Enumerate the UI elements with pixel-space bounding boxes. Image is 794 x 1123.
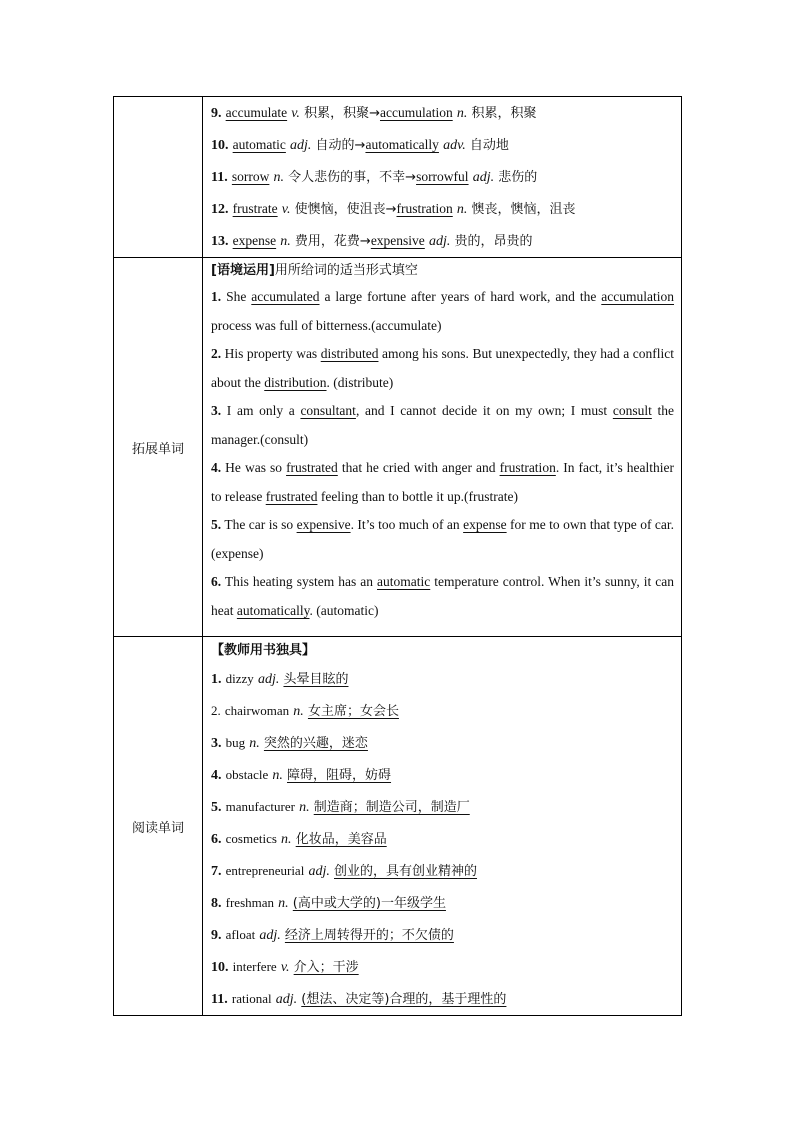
reading-row <box>114 637 682 1016</box>
answer-word: frustration <box>499 460 556 475</box>
item-number: 2. <box>211 346 222 361</box>
sentence-text: The car is so <box>221 517 297 532</box>
section-label-expand-words: 拓展单词 <box>114 258 203 637</box>
sentence-text: a large fortune after years of hard work, and the <box>319 289 602 304</box>
item-number: 5. <box>211 517 222 532</box>
reading-word-item <box>211 663 674 695</box>
answer-word: frustrated <box>286 460 338 475</box>
reading-word-item <box>211 983 674 1015</box>
part-of-speech: n. <box>299 800 310 815</box>
item-number: 4. <box>211 460 222 475</box>
part-of-speech: v. <box>291 106 300 121</box>
item-number: 5. <box>211 800 222 815</box>
derivation-label-cell <box>114 97 203 258</box>
meaning: 女主席；女会长 <box>307 704 399 719</box>
part-of-speech: n. <box>249 736 260 751</box>
exercise-sentence <box>211 283 674 340</box>
part-of-speech: adj. <box>257 672 280 687</box>
reading-word-item <box>211 759 674 791</box>
derivation-item <box>211 225 674 257</box>
sentence-text: that he cried with anger and <box>337 460 500 475</box>
meaning: 悲伤的 <box>498 170 538 185</box>
exercise-instruction <box>211 258 674 283</box>
answer-word: expense <box>232 233 277 248</box>
item-number: 9. <box>211 106 222 121</box>
reading-word-item <box>211 855 674 887</box>
instruction-tag: [语境运用] <box>211 263 275 278</box>
word: manufacturer <box>225 799 295 814</box>
reading-word-item <box>211 823 674 855</box>
part-of-speech: n. <box>278 896 289 911</box>
sentence-text: process was full of bitterness.(accumulate) <box>211 317 442 333</box>
meaning: 制造商；制造公司，制造厂 <box>313 800 470 815</box>
word: obstacle <box>225 767 269 782</box>
meaning: (想法、决定等)合理的，基于理性的 <box>301 992 507 1007</box>
part-of-speech: n. <box>273 170 285 185</box>
meaning: 突然的兴趣，迷恋 <box>263 736 368 751</box>
item-number: 3. <box>211 403 222 418</box>
sentence-text: feeling than to bottle it up.(frustrate) <box>317 488 519 504</box>
reading-word-item <box>211 919 674 951</box>
part-of-speech: adj. <box>472 170 495 185</box>
item-number: 12. <box>211 202 229 217</box>
item-number: 3. <box>211 736 222 751</box>
sentence-text: among his sons. But unexpectedly, they had a conflict about the <box>211 346 675 390</box>
item-number: 1. <box>211 289 222 304</box>
answer-word: sorrow <box>231 169 270 184</box>
meaning: 积累，积聚 <box>471 106 537 121</box>
item-number: 6. <box>211 832 222 847</box>
part-of-speech: n. <box>280 234 291 249</box>
reading-word-item <box>211 791 674 823</box>
item-number: 4. <box>211 768 222 783</box>
item-number: 10. <box>211 138 229 153</box>
sentence-text: His property was <box>221 346 321 361</box>
word: interfere <box>232 959 277 974</box>
answer-word: expense <box>463 517 507 532</box>
answer-word: accumulate <box>225 105 288 120</box>
derivation-row <box>114 97 682 258</box>
item-number: 9. <box>211 928 222 943</box>
item-number: 8. <box>211 896 222 911</box>
sentence-text: . In fact, it’s healthier to release <box>211 460 674 504</box>
answer-word: automatic <box>377 574 431 589</box>
sentence-text: , and I cannot decide it on my own; I must <box>355 403 613 418</box>
answer-word: expensive <box>370 233 425 248</box>
sentence-text: temperature control. When it’s sunny, it can heat <box>211 574 674 618</box>
meaning: 障碍，阻碍，妨碍 <box>287 768 392 783</box>
item-number: 11. <box>211 992 228 1007</box>
part-of-speech: n. <box>293 704 304 719</box>
sentence-text: This heating system has an <box>221 574 378 589</box>
reading-content <box>203 637 682 1016</box>
derivation-item <box>211 193 674 225</box>
answer-word: accumulation <box>601 289 675 304</box>
meaning: 自动的→ <box>315 138 366 153</box>
meaning: 头晕目眩的 <box>283 672 349 687</box>
answer-word: expensive <box>296 517 351 532</box>
context-content <box>203 258 682 637</box>
sentence-text: . (automatic) <box>309 602 379 618</box>
word: entrepreneurial <box>225 863 305 878</box>
part-of-speech: adj. <box>259 928 281 943</box>
word: bug <box>225 735 246 750</box>
reading-word-item <box>211 727 674 759</box>
word: rational <box>231 991 272 1006</box>
part-of-speech: n. <box>281 832 292 847</box>
part-of-speech: v. <box>281 202 291 217</box>
answer-word: consultant <box>300 403 356 418</box>
part-of-speech: adv. <box>443 138 466 153</box>
part-of-speech: v. <box>280 960 290 975</box>
answer-word: distributed <box>320 346 379 361</box>
meaning: 创业的，具有创业精神的 <box>334 864 478 879</box>
item-number: 13. <box>211 234 229 249</box>
answer-word: automatic <box>232 137 286 152</box>
answer-word: distribution <box>264 374 327 390</box>
meaning: 介入；干涉 <box>293 960 359 975</box>
derivation-content <box>203 97 682 258</box>
part-of-speech: adj. <box>428 234 451 249</box>
answer-word: frustrated <box>265 488 318 504</box>
answer-word: sorrowful <box>416 169 469 184</box>
part-of-speech: n. <box>456 106 468 121</box>
meaning: 经济上周转得开的；不欠债的 <box>284 928 454 943</box>
exercise-sentence <box>211 340 674 397</box>
exercise-sentence <box>211 511 674 568</box>
instruction-text: 用所给词的适当形式填空 <box>274 263 418 278</box>
part-of-speech: n. <box>272 768 283 783</box>
exercise-sentence <box>211 454 674 511</box>
item-number: 1. <box>211 672 222 687</box>
part-of-speech: adj. <box>275 992 298 1007</box>
meaning: 化妆品，美容品 <box>295 832 387 847</box>
word: freshman <box>225 895 275 910</box>
sentence-text: He was so <box>221 460 287 475</box>
sentence-text: I am only a <box>221 403 301 418</box>
meaning: 自动地 <box>469 138 509 153</box>
meaning: 使懊恼，使沮丧→ <box>294 202 397 217</box>
exercise-sentence <box>211 397 674 454</box>
exercise-sentence <box>211 568 674 625</box>
reading-word-item <box>211 695 674 727</box>
derivation-item <box>211 129 674 161</box>
sentence-text: She <box>221 289 252 304</box>
answer-word: automatically <box>365 137 439 152</box>
sentence-text: . (distribute) <box>326 374 394 390</box>
word: chairwoman <box>224 703 290 718</box>
meaning: (高中或大学的)一年级学生 <box>292 896 446 911</box>
item-number: 10. <box>211 960 229 975</box>
item-number: 2. <box>211 703 221 718</box>
context-row <box>114 258 682 637</box>
meaning: 贵的，昂贵的 <box>454 234 533 249</box>
word: dizzy <box>225 671 254 686</box>
item-number: 7. <box>211 864 222 879</box>
item-number: 11. <box>211 170 228 185</box>
part-of-speech: adj. <box>290 138 312 153</box>
answer-word: accumulation <box>379 105 453 120</box>
part-of-speech: n. <box>456 202 468 217</box>
derivation-item <box>211 161 674 193</box>
teacher-note-heading: 【教师用书独具】 <box>211 643 316 658</box>
meaning: 积累，积聚→ <box>304 106 380 121</box>
answer-word: consult <box>612 403 652 418</box>
section-label-reading-words: 阅读单词 <box>114 637 203 1016</box>
answer-word: automatically <box>236 602 310 618</box>
item-number: 6. <box>211 574 222 589</box>
derivation-item <box>211 97 674 129</box>
answer-word: accumulated <box>251 289 320 304</box>
sentence-text: for me to own that type of car.(expense) <box>211 517 675 561</box>
reading-word-item <box>211 951 674 983</box>
vocabulary-table <box>113 96 682 1016</box>
sentence-text: the manager.(consult) <box>211 403 675 447</box>
answer-word: frustration <box>396 201 453 216</box>
word: afloat <box>225 927 256 942</box>
part-of-speech: adj. <box>308 864 330 879</box>
reading-word-item <box>211 887 674 919</box>
meaning: 费用，花费→ <box>294 234 371 249</box>
meaning: 令人悲伤的事，不幸→ <box>288 170 417 185</box>
meaning: 懊丧，懊恼，沮丧 <box>471 202 576 217</box>
word: cosmetics <box>225 831 277 846</box>
sentence-text: . It’s too much of an <box>350 517 464 532</box>
answer-word: frustrate <box>232 201 278 216</box>
